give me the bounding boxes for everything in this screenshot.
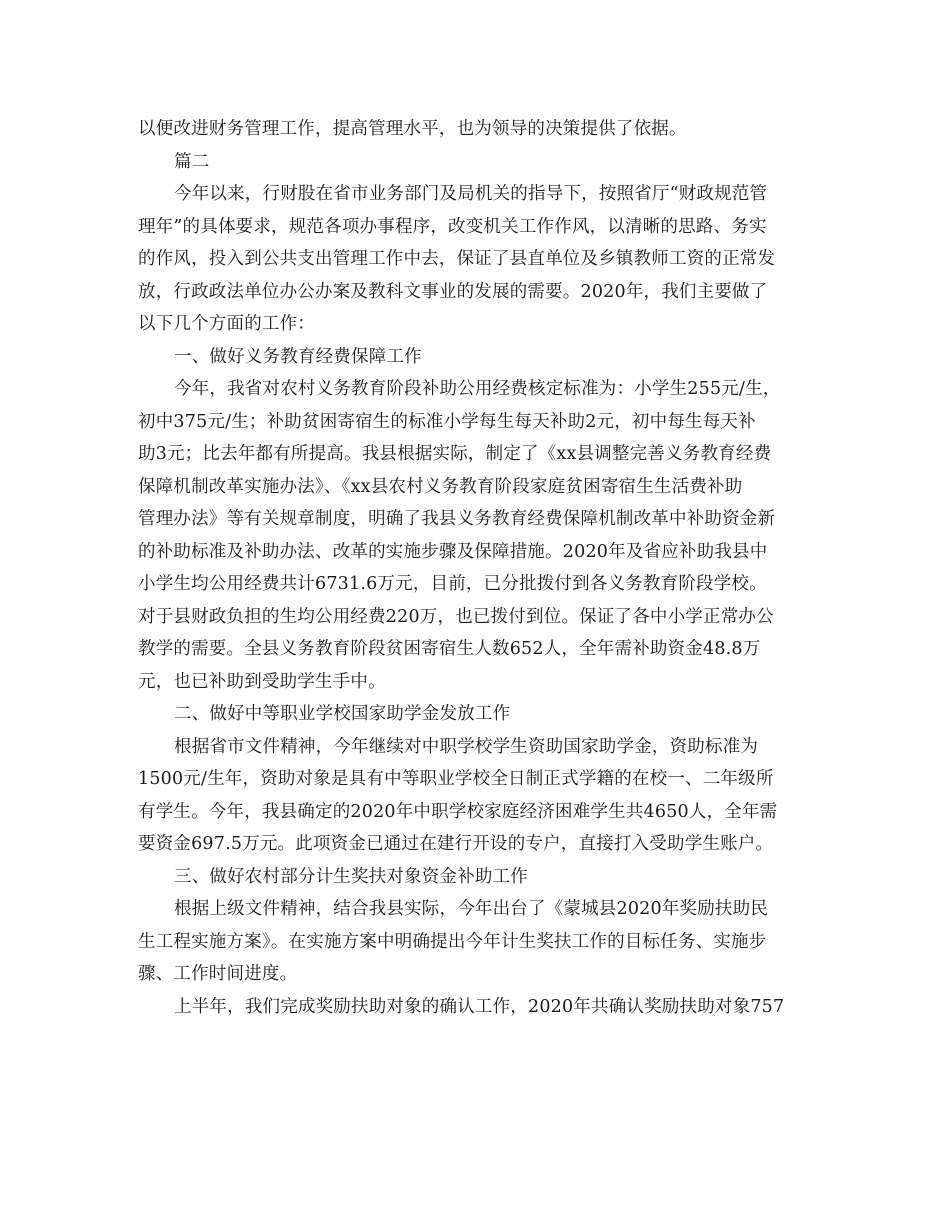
text-line: 一、做好义务教育经费保障工作 <box>174 346 422 367</box>
text-line: 有学生。今年，我县确定的2020年中职学校家庭经济困难学生共4650人，全年需 <box>138 801 778 822</box>
text-line: 的补助标准及补助办法、改革的实施步骤及保障措施。2020年及省应补助我县中 <box>138 541 768 562</box>
text-line: 初中375元/生；补助贫困寄宿生的标准小学每生每天补助2元，初中每生每天补 <box>138 411 756 432</box>
text-line: 理年”的具体要求，规范各项办事程序，改变机关工作作风，以清晰的思路、务实 <box>138 216 767 237</box>
text-line: 根据上级文件精神，结合我县实际，今年出台了《蒙城县2020年奖励扶助民 <box>174 899 769 919</box>
text-line: 今年，我省对农村义务教育阶段补助公用经费核定标准为：小学生255元/生， <box>174 379 781 399</box>
text-line: 小学生均公用经费共计6731.6万元，目前，已分批拨付到各义务教育阶段学校。 <box>138 574 767 594</box>
text-line: 骤、工作时间进度。 <box>138 964 298 984</box>
text-line: 以便改进财务管理工作，提高管理水平，也为领导的决策提供了依据。 <box>138 119 687 139</box>
text-line: 生工程实施方案》。在实施方案中明确提出今年计生奖扶工作的目标任务、实施步 <box>138 931 767 952</box>
text-line: 教学的需要。全县义务教育阶段贫困寄宿生人数652人，全年需补助资金48.8万 <box>138 639 761 659</box>
text-line: 上半年，我们完成奖励扶助对象的确认工作，2020年共确认奖励扶助对象757 <box>174 996 785 1017</box>
text-line: 元，也已补助到受助学生手中。 <box>138 671 386 692</box>
text-line: 三、做好农村部分计生奖扶对象资金补助工作 <box>174 866 528 887</box>
text-line: 的作风，投入到公共支出管理工作中去，保证了县直单位及乡镇教师工资的正常发 <box>138 249 776 269</box>
text-line: 助3元；比去年都有所提高。我县根据实际，制定了《xx县调整完善义务教育经费 <box>138 444 772 464</box>
text-line: 今年以来，行财股在省市业务部门及局机关的指导下，按照省厅“财政规范管 <box>174 184 768 204</box>
text-line: 根据省市文件精神，今年继续对中职学校学生资助国家助学金，资助标准为 <box>174 736 759 757</box>
text-line: 要资金697.5万元。此项资金已通过在建行开设的专户，直接打入受助学生账户。 <box>138 834 774 854</box>
text-line: 二、做好中等职业学校国家助学金发放工作 <box>174 704 511 724</box>
text-line: 篇二 <box>174 151 210 172</box>
text-line: 管理办法》等有关规章制度，明确了我县义务教育经费保障机制改革中补助资金新 <box>138 509 776 529</box>
text-line: 放，行政政法单位办公办案及教科文事业的发展的需要。2020年，我们主要做了 <box>138 281 768 302</box>
text-line: 对于县财政负担的生均公用经费220万，也已拨付到位。保证了各中小学正常办公 <box>138 606 774 627</box>
text-line: 1500元/生年，资助对象是具有中等职业学校全日制正式学籍的在校一、二年级所 <box>138 769 774 789</box>
text-line: 保障机制改革实施办法》、《xx县农村义务教育阶段家庭贫困寄宿生生活费补助 <box>138 476 743 497</box>
text-line: 以下几个方面的工作： <box>138 314 315 334</box>
document-body <box>138 113 812 1023</box>
